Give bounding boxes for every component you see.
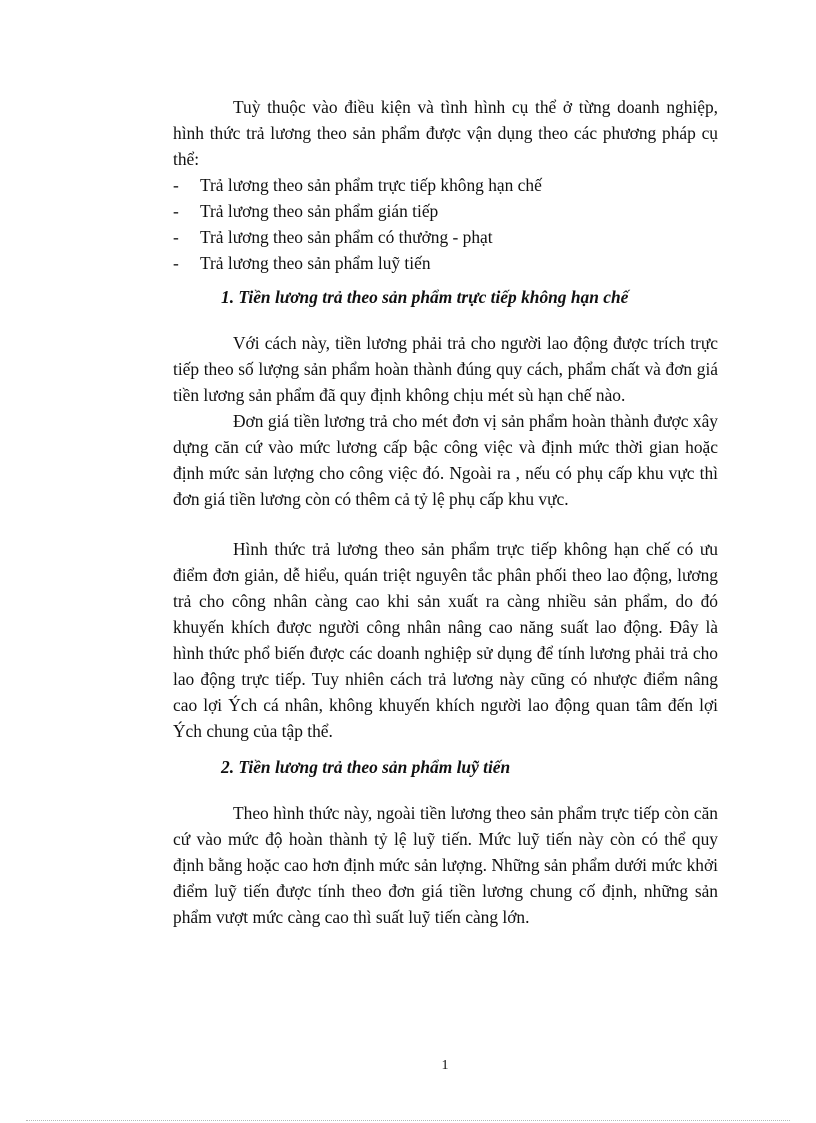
list-item-text: Trả lương theo sản phẩm có thưởng - phạt <box>200 227 493 247</box>
section-1-paragraph-1: Với cách này, tiền lương phải trả cho người lao động được trích trực tiếp theo số lượng sản phẩm hoàn thành đúng quy cách, phẩm chất và đơn giá tiền lương sản phẩm đã quy định không chịu mét sù hạn chế nào. <box>173 333 718 405</box>
section-1-heading: 1. Tiền lương trả theo sản phẩm trực tiếp không hạn chế <box>221 287 629 307</box>
list-item <box>173 224 718 250</box>
list-dash: - <box>173 201 179 221</box>
methods-list <box>173 172 718 276</box>
list-item <box>173 198 718 224</box>
blank-line <box>173 512 718 536</box>
list-item-text: Trả lương theo sản phẩm luỹ tiến <box>200 253 431 273</box>
page-bottom-rule <box>26 1120 790 1121</box>
section-2-paragraph-1: Theo hình thức này, ngoài tiền lương theo sản phẩm trực tiếp còn căn cứ vào mức độ hoàn thành tỷ lệ luỹ tiến. Mức luỹ tiến này còn có thể quy định bằng hoặc cao hơn định mức sản lượng. Những sản phẩm dưới mức khởi điểm luỹ tiến được tính theo đơn giá tiền lương chung cố định, những sản phẩm vượt mức càng cao thì suất luỹ tiến càng lớn. <box>173 803 718 927</box>
list-item <box>173 172 718 198</box>
list-item-text: Trả lương theo sản phẩm gián tiếp <box>200 201 439 221</box>
list-dash: - <box>173 227 179 247</box>
section-1-paragraph-2: Đơn giá tiền lương trả cho mét đơn vị sản phẩm hoàn thành được xây dựng căn cứ vào mức lương cấp bậc công việc và định mức thời gian hoặc định mức sản lượng cho công việc đó. Ngoài ra , nếu có phụ cấp khu vực thì đơn giá tiền lương còn có thêm cả tỷ lệ phụ cấp khu vực. <box>173 411 718 509</box>
document-body <box>173 94 718 930</box>
section-2-heading: 2. Tiền lương trả theo sản phẩm luỹ tiến <box>221 757 511 777</box>
list-dash: - <box>173 253 179 273</box>
list-item-text: Trả lương theo sản phẩm trực tiếp không hạn chế <box>200 175 542 195</box>
list-dash: - <box>173 175 179 195</box>
intro-paragraph: Tuỳ thuộc vào điều kiện và tình hình cụ thể ở từng doanh nghiệp, hình thức trả lương theo sản phẩm được vận dụng theo các phương pháp cụ thể: <box>173 97 718 169</box>
list-item <box>173 250 718 276</box>
section-1-paragraph-3: Hình thức trả lương theo sản phẩm trực tiếp không hạn chế có ưu điểm đơn giản, dễ hiểu, quán triệt nguyên tắc phân phối theo lao động, lương trả cho công nhân càng cao khi sản xuất ra càng nhiều sản phẩm, do đó khuyến khích được người công nhân nâng cao năng suất lao động. Đây là hình thức phổ biến được các doanh nghiệp sử dụng để tính lương phải trả cho lao động trực tiếp. Tuy nhiên cách trả lương này cũng có nhược điểm nâng cao lợi Ých cá nhân, không khuyến khích người lao động quan tâm đến lợi Ých chung của tập thể. <box>173 539 718 741</box>
page-number: 1 <box>441 1058 449 1073</box>
